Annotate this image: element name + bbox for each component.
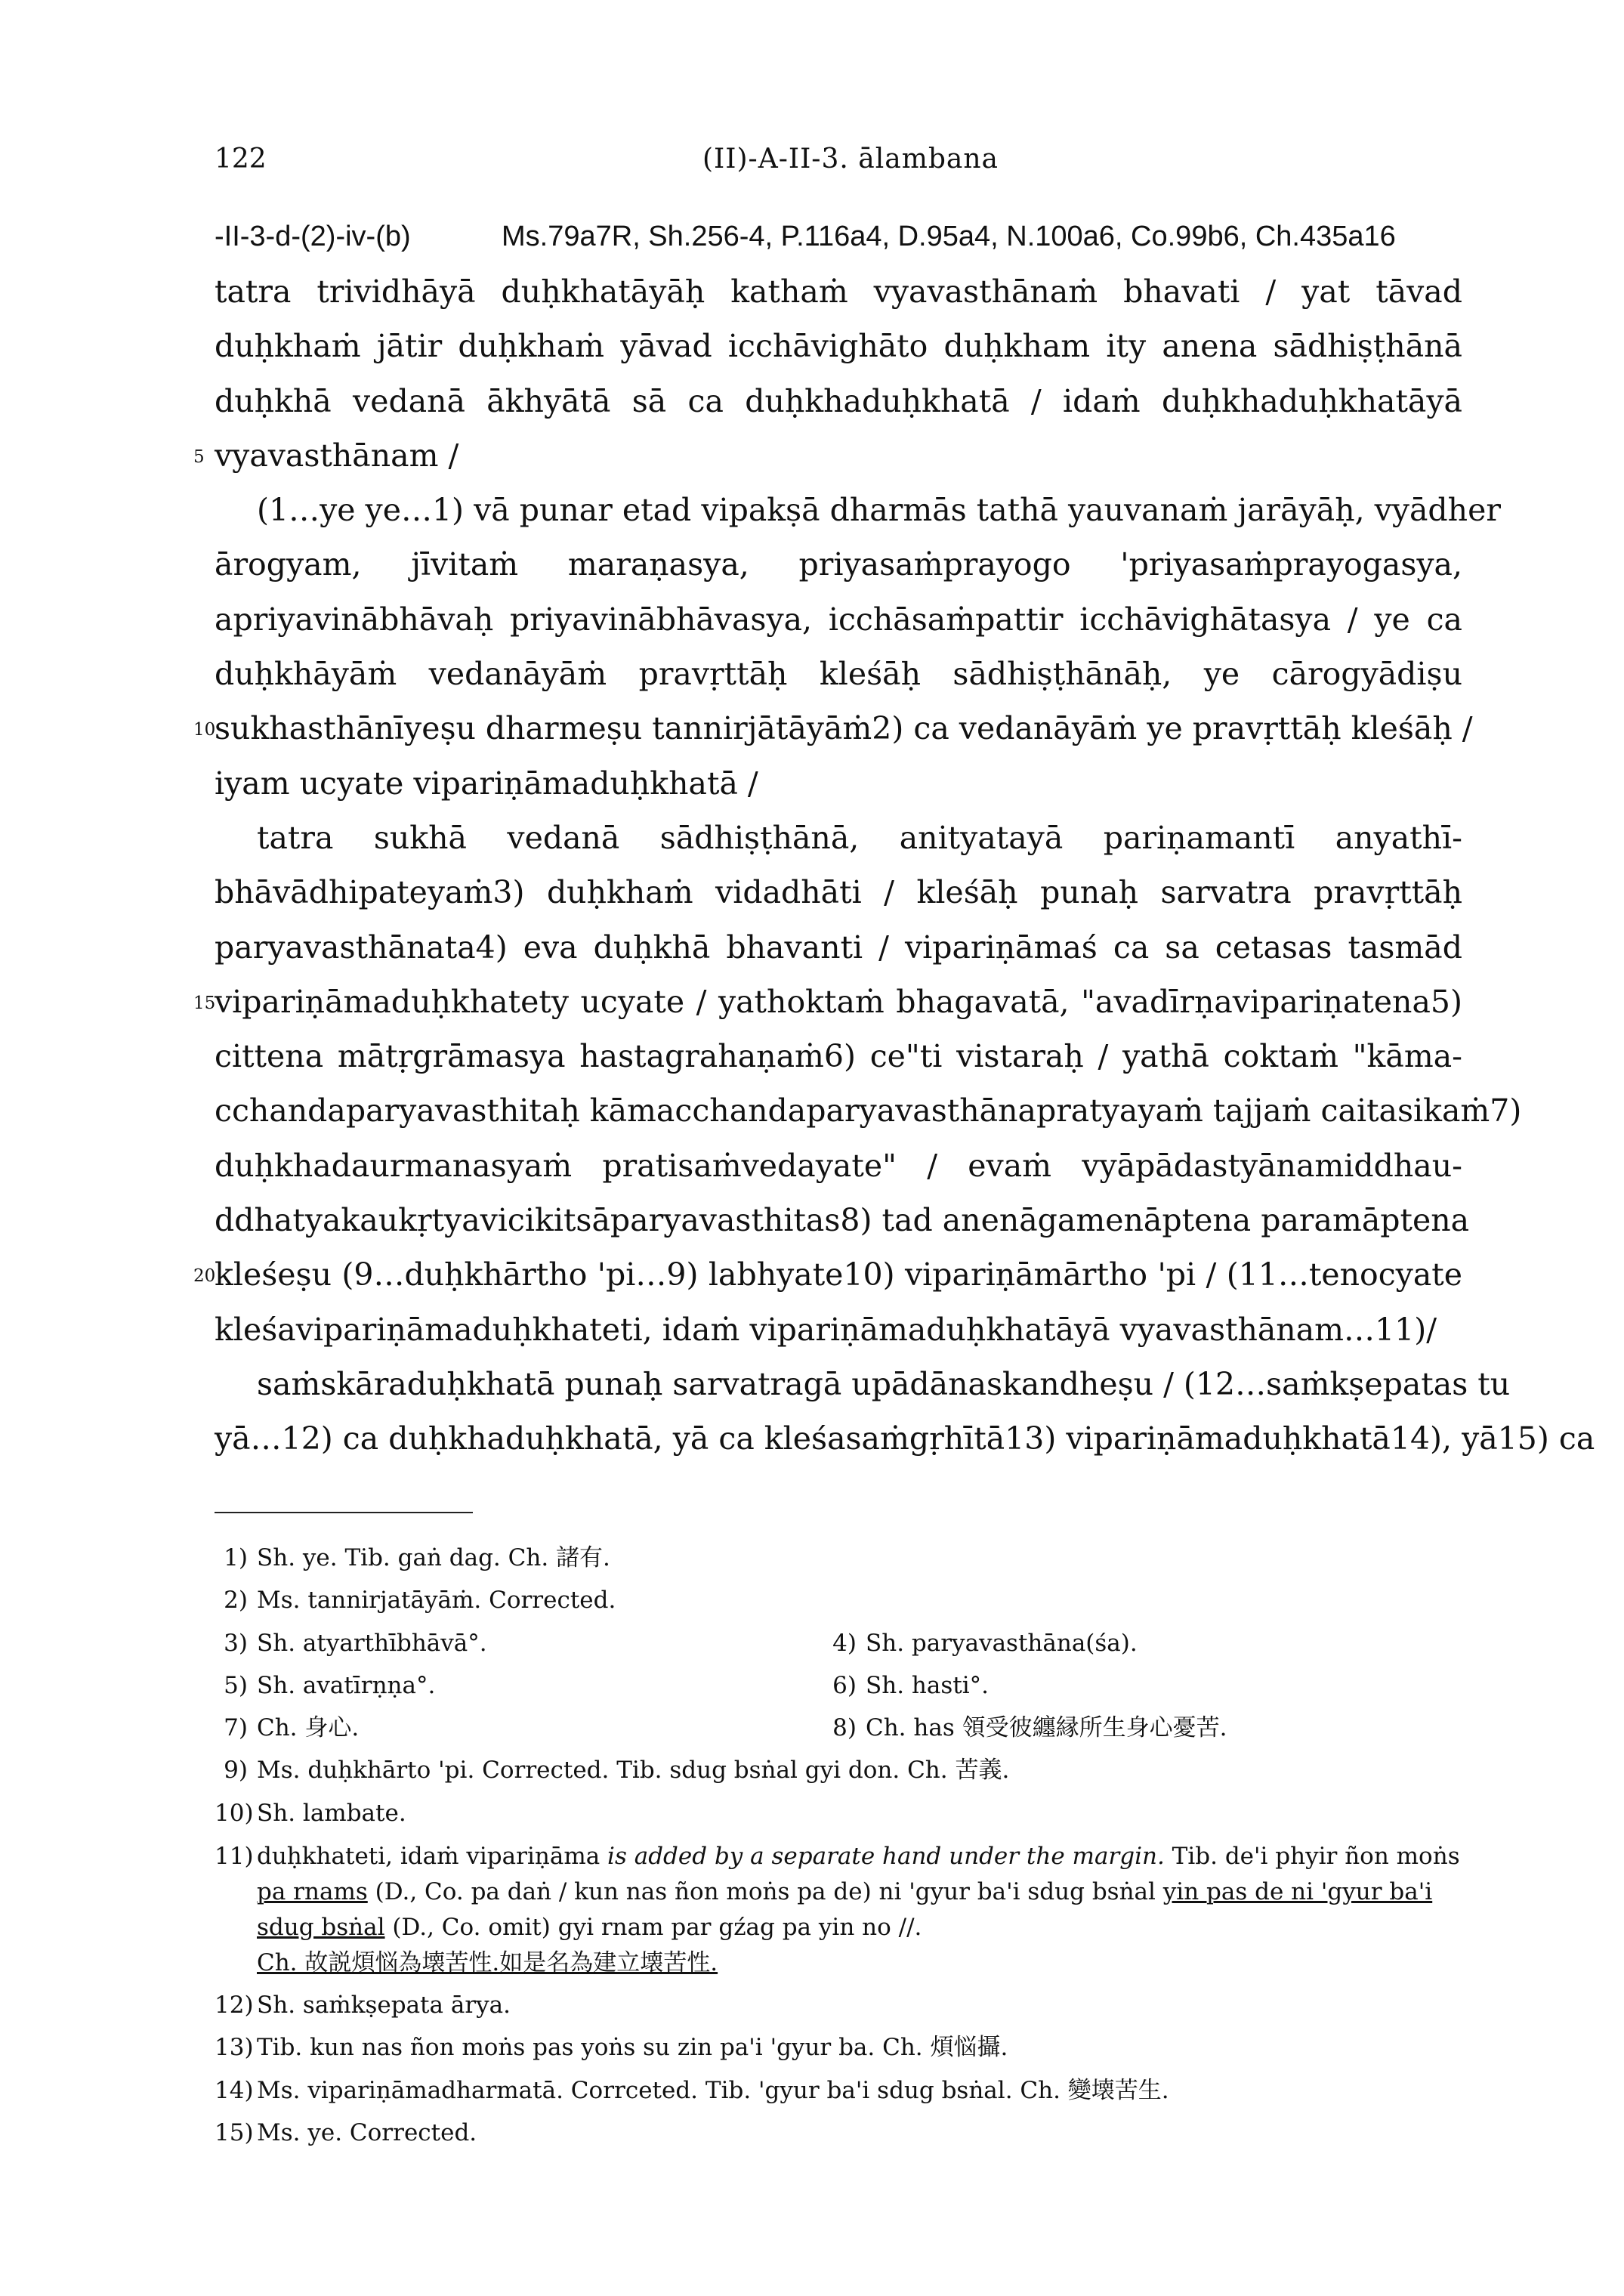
text-line: 15 vipariṇāmaduḥkhatety ucyate / yathoktaṁ bhagavatā, "avadīrṇavipariṇatena5) <box>215 975 1462 1029</box>
line-number: 20 <box>193 1266 216 1287</box>
running-title: (II)-A-II-3. ālambana <box>702 144 999 175</box>
text-line: paryavasthānata4) eva duḥkhā bhavanti / vipariṇāmaś ca sa cetasas tasmād <box>215 929 1462 966</box>
text-line: cchandaparyavasthitaḥ kāmacchandaparyavasthānapratyayaṁ tajjaṁ caitasikaṁ7) <box>215 1092 1522 1129</box>
footnote: 1) Sh. ye. Tib. gaṅ dag. Ch. 諸有. <box>224 1544 610 1571</box>
text-line: duḥkhaṁ jātir duḥkhaṁ yāvad icchāvighāto duḥkham ity anena sādhiṣṭhānā <box>215 328 1462 365</box>
footnote: 9) Ms. duḥkhārto 'pi. Corrected. Tib. sdug bsṅal gyi don. Ch. 苦義. <box>224 1757 1010 1785</box>
text-line: 5 vyavasthānam / <box>215 428 1462 483</box>
text-line: duḥkhadaurmanasyaṁ pratisaṁvedayate" / evaṁ vyāpādastyānamiddhau- <box>215 1147 1462 1184</box>
text-line: iyam ucyate vipariṇāmaduḥkhatā / <box>215 765 758 802</box>
footnote: 11) duḥkhateti, idaṁ vipariṇāma is added by a separate hand under the margin. Tib. de'i phyir ñon moṅs pa rnams (D., Co. pa daṅ / kun nas ñon moṅs pa de) ni 'gyur ba'i sdug bsṅal yin pas de ni 'gyur ba'i sdug bsṅal (D., Co. omit) gyi rnam par gźag pa yin no //. Ch. 故説煩悩為壊苦性.如是名為建立壊苦性. <box>215 1843 1460 1977</box>
text-line: (1…ye ye…1) vā punar etad vipakṣā dharmās tathā yauvanaṁ jarāyāḥ, vyādher <box>257 492 1501 529</box>
text-line: cittena mātṛgrāmasya hastagrahaṇaṁ6) ce"ti vistaraḥ / yathā coktaṁ "kāma- <box>215 1038 1462 1075</box>
text-line: yā…12) ca duḥkhaduḥkhatā, yā ca kleśasaṁgṛhītā13) vipariṇāmaduḥkhatā14), yā15) ca <box>215 1420 1595 1457</box>
text-line: duḥkhāyāṁ vedanāyāṁ pravṛttāḥ kleśāḥ sādhiṣṭhānāḥ, ye cārogyādiṣu <box>215 656 1462 693</box>
text-line: saṁskāraduḥkhatā punaḥ sarvatragā upādānaskandheṣu / (12…saṁkṣepatas tu <box>257 1365 1511 1402</box>
footnote: 13) Tib. kun nas ñon moṅs pas yoṅs su zin pa'i 'gyur ba. Ch. 煩悩攝. <box>215 2034 1008 2062</box>
line-number: 5 <box>193 447 205 467</box>
footnote-row: 5) Sh. avatīrṇṇa°. 6) Sh. hasti°. <box>224 1671 989 1699</box>
text-line: apriyavinābhāvaḥ priyavinābhāvasya, icchāsaṁpattir icchāvighātasya / ye ca <box>215 601 1462 638</box>
footnote: 14) Ms. vipariṇāmadharmatā. Corrceted. Tib. 'gyur ba'i sdug bsṅal. Ch. 變壊苦生. <box>215 2076 1169 2104</box>
line-number: 15 <box>193 993 216 1013</box>
text-line: ārogyam, jīvitaṁ maraṇasya, priyasaṁprayogo 'priyasaṁprayogasya, <box>215 546 1462 583</box>
text-line: bhāvādhipateyaṁ3) duḥkhaṁ vidadhāti / kleśāḥ punaḥ sarvatra pravṛttāḥ <box>215 874 1462 911</box>
main-text <box>193 264 1595 1466</box>
footnotes <box>215 1537 1468 2154</box>
text-line: tatra sukhā vedanā sādhiṣṭhānā, anityatayā pariṇamantī anyathī- <box>257 819 1462 856</box>
text-line: kleśavipariṇāmaduḥkhateti, idaṁ vipariṇāmaduḥkhatāyā vyavasthānam…11)/ <box>215 1311 1437 1348</box>
footnote-row: 7) Ch. 身心. 8) Ch. has 領受彼纏縁所生身心憂苦. <box>224 1714 1227 1742</box>
text-line: tatra trividhāyā duḥkhatāyāḥ kathaṁ vyavasthānaṁ bhavati / yat tāvad <box>215 273 1462 310</box>
section-id: -II-3-d-(2)-iv-(b) <box>215 221 411 252</box>
footnote-row: 3) Sh. atyarthībhāvā°. 4) Sh. paryavasthāna(śa). <box>224 1629 1138 1657</box>
footnote: 10) Sh. lambate. <box>215 1799 406 1827</box>
manuscript-references: Ms.79a7R, Sh.256-4, P.116a4, D.95a4, N.100a6, Co.99b6, Ch.435a16 <box>502 221 1396 252</box>
text-line: duḥkhā vedanā ākhyātā sā ca duḥkhaduḥkhatā / idaṁ duḥkhaduḥkhatāyā <box>215 382 1462 419</box>
footnote: 2) Ms. tannirjatāyāṁ. Corrected. <box>224 1587 616 1615</box>
footnote: 15) Ms. ye. Corrected. <box>215 2118 477 2146</box>
text-line: 10 sukhasthānīyeṣu dharmeṣu tannirjātāyāṁ2) ca vedanāyāṁ ye pravṛttāḥ kleśāḥ / <box>215 701 1462 756</box>
footnote-divider <box>215 1512 473 1513</box>
line-number: 10 <box>193 720 216 740</box>
text-line: 20 kleśeṣu (9…duḥkhārtho 'pi…9) labhyate10) vipariṇāmārtho 'pi / (11…tenocyate <box>215 1247 1462 1302</box>
text-line: ddhatyakaukṛtyavicikitsāparyavasthitas8) tad anenāgamenāptena paramāptena <box>215 1202 1470 1239</box>
page-number: 122 <box>215 144 267 175</box>
footnote: 12) Sh. saṁkṣepata ārya. <box>215 1992 511 2019</box>
